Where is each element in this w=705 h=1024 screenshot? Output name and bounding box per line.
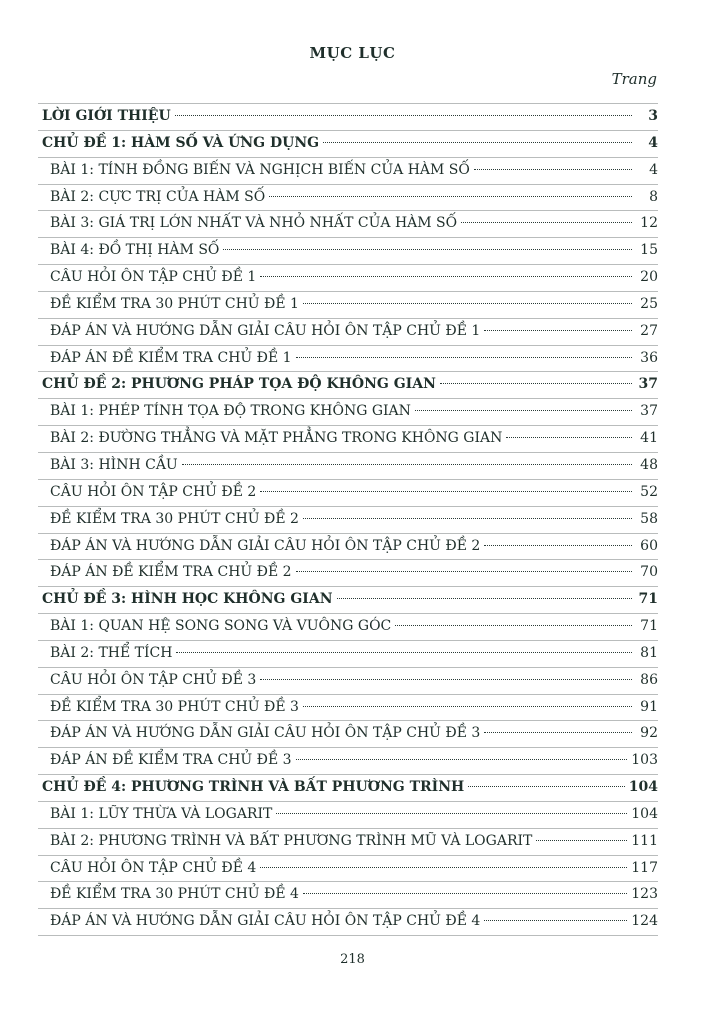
toc-entry-row (38, 828, 658, 855)
page-title: MỤC LỤC (309, 44, 396, 62)
toc-entry-page: 91 (640, 698, 658, 715)
toc-entry-page: 58 (640, 510, 658, 527)
dot-leader (260, 867, 627, 868)
toc-entry-row (38, 613, 658, 640)
toc-entry-label: ĐỀ KIỂM TRA 30 PHÚT CHỦ ĐỀ 4 (50, 886, 299, 903)
toc-entry-row (38, 801, 658, 828)
toc-entry-row (38, 720, 658, 747)
page-number: 218 (340, 952, 365, 967)
toc-entry-row (38, 210, 658, 237)
toc-entry-label: BÀI 1: TÍNH ĐỒNG BIẾN VÀ NGHỊCH BIẾN CỦA HÀM SỐ (50, 161, 470, 178)
toc-chapter-row (38, 774, 658, 801)
toc-entry-row (38, 506, 658, 533)
dot-leader (484, 732, 632, 733)
dot-leader (175, 115, 632, 116)
dot-leader (415, 410, 632, 411)
toc-entry-row (38, 264, 658, 291)
toc-entry-label: CHỦ ĐỀ 4: PHƯƠNG TRÌNH VÀ BẤT PHƯƠNG TRÌNH (42, 779, 465, 796)
toc-entry-label: CHỦ ĐỀ 3: HÌNH HỌC KHÔNG GIAN (42, 591, 333, 608)
toc-entry-label: BÀI 1: PHÉP TÍNH TỌA ĐỘ TRONG KHÔNG GIAN (50, 403, 411, 420)
toc-entry-label: BÀI 3: GIÁ TRỊ LỚN NHẤT VÀ NHỎ NHẤT CỦA HÀM SỐ (50, 215, 458, 232)
toc-entry-page: 71 (640, 618, 658, 635)
dot-leader (303, 706, 632, 707)
dot-leader (468, 786, 625, 787)
dot-leader (303, 303, 632, 304)
toc-entry-row (38, 559, 658, 586)
toc-entry-page: 103 (631, 752, 658, 769)
dot-leader (323, 142, 632, 143)
toc-entry-page: 124 (631, 913, 658, 930)
toc-entry-label: ĐỀ KIỂM TRA 30 PHÚT CHỦ ĐỀ 2 (50, 510, 299, 527)
dot-leader (176, 652, 632, 653)
dot-leader (474, 169, 632, 170)
toc-entry-page: 20 (640, 269, 658, 286)
toc-entry-page: 123 (631, 886, 658, 903)
toc-entry-page: 81 (640, 644, 658, 661)
dot-leader (484, 920, 627, 921)
toc-entry-page: 8 (649, 188, 658, 205)
toc-entry-label: CÂU HỎI ÔN TẬP CHỦ ĐỀ 4 (50, 859, 257, 876)
toc-entry-page: 3 (648, 108, 658, 124)
toc-entry-row (38, 667, 658, 694)
dot-leader (440, 383, 632, 384)
toc-entry-page: 37 (640, 403, 658, 420)
toc-entry-row (38, 694, 658, 721)
toc-entry-page: 117 (631, 859, 658, 876)
toc-entry-label: BÀI 2: ĐƯỜNG THẲNG VÀ MẶT PHẲNG TRONG KHÔNG GIAN (50, 430, 503, 447)
toc-entry-row (38, 318, 658, 345)
toc-entry-label: BÀI 1: LŨY THỪA VÀ LOGARIT (50, 805, 273, 822)
toc-entry-label: BÀI 2: THỂ TÍCH (50, 644, 173, 661)
toc-entry-label: ĐÁP ÁN VÀ HƯỚNG DẪN GIẢI CÂU HỎI ÔN TẬP CHỦ ĐỀ 1 (50, 322, 481, 339)
dot-leader (461, 222, 632, 223)
dot-leader (260, 679, 632, 680)
toc-entry-page: 71 (638, 591, 658, 608)
toc-entry-row (38, 640, 658, 667)
toc-entry-page: 92 (640, 725, 658, 742)
toc-entry-page: 70 (640, 564, 658, 581)
toc-entry-page: 41 (640, 430, 658, 447)
toc-entry-page: 12 (640, 215, 658, 232)
toc-chapter-row (38, 371, 658, 398)
toc-entry-row (38, 479, 658, 506)
toc-entry-label: BÀI 3: HÌNH CẦU (50, 456, 178, 473)
toc-entry-page: 15 (640, 242, 658, 259)
dot-leader (260, 276, 632, 277)
dot-leader (296, 357, 632, 358)
toc-entry-label: ĐÁP ÁN VÀ HƯỚNG DẪN GIẢI CÂU HỎI ÔN TẬP CHỦ ĐỀ 3 (50, 725, 481, 742)
toc-entry-label: ĐÁP ÁN ĐỀ KIỂM TRA CHỦ ĐỀ 3 (50, 752, 292, 769)
toc-entry-label: CÂU HỎI ÔN TẬP CHỦ ĐỀ 1 (50, 269, 257, 286)
toc-entry-label: LỜI GIỚI THIỆU (42, 108, 171, 124)
toc-entry-label: ĐÁP ÁN ĐỀ KIỂM TRA CHỦ ĐỀ 1 (50, 349, 292, 366)
toc-entry-row (38, 855, 658, 882)
toc-chapter-row (38, 103, 658, 130)
toc-entry-page: 4 (649, 161, 658, 178)
toc-entry-label: BÀI 2: PHƯƠNG TRÌNH VÀ BẤT PHƯƠNG TRÌNH MŨ VÀ LOGARIT (50, 832, 533, 849)
dot-leader (484, 545, 632, 546)
dot-leader (260, 491, 632, 492)
toc-entry-page: 37 (638, 376, 658, 393)
dot-leader (182, 464, 632, 465)
toc-entry-page: 36 (640, 349, 658, 366)
toc-entry-label: ĐÁP ÁN VÀ HƯỚNG DẪN GIẢI CÂU HỎI ÔN TẬP CHỦ ĐỀ 2 (50, 537, 481, 554)
toc-entry-label: ĐỀ KIỂM TRA 30 PHÚT CHỦ ĐỀ 1 (50, 295, 299, 312)
table-of-contents (38, 103, 658, 936)
toc-entry-row (38, 533, 658, 560)
toc-entry-row (38, 425, 658, 452)
toc-entry-row (38, 345, 658, 372)
toc-entry-label: CHỦ ĐỀ 2: PHƯƠNG PHÁP TỌA ĐỘ KHÔNG GIAN (42, 376, 436, 393)
toc-chapter-row (38, 130, 658, 157)
dot-leader (303, 518, 632, 519)
toc-entry-page: 86 (640, 671, 658, 688)
toc-entry-page: 52 (640, 483, 658, 500)
dot-leader (296, 571, 632, 572)
toc-entry-page: 48 (640, 456, 658, 473)
toc-entry-row (38, 908, 658, 936)
dot-leader (395, 625, 632, 626)
toc-entry-row (38, 398, 658, 425)
toc-entry-row (38, 452, 658, 479)
toc-entry-page: 25 (640, 295, 658, 312)
dot-leader (276, 813, 627, 814)
toc-entry-label: ĐÁP ÁN VÀ HƯỚNG DẪN GIẢI CÂU HỎI ÔN TẬP CHỦ ĐỀ 4 (50, 913, 481, 930)
dot-leader (303, 893, 627, 894)
toc-entry-row (38, 237, 658, 264)
dot-leader (223, 249, 632, 250)
dot-leader (269, 196, 632, 197)
toc-entry-label: CÂU HỎI ÔN TẬP CHỦ ĐỀ 2 (50, 483, 257, 500)
toc-entry-row (38, 157, 658, 184)
toc-entry-row (38, 291, 658, 318)
toc-entry-page: 27 (640, 322, 658, 339)
toc-entry-label: CHỦ ĐỀ 1: HÀM SỐ VÀ ỨNG DỤNG (42, 134, 320, 151)
toc-entry-label: ĐỀ KIỂM TRA 30 PHÚT CHỦ ĐỀ 3 (50, 698, 299, 715)
toc-entry-label: BÀI 2: CỰC TRỊ CỦA HÀM SỐ (50, 188, 266, 205)
toc-entry-page: 104 (628, 779, 658, 796)
toc-entry-row (38, 747, 658, 774)
toc-entry-label: CÂU HỎI ÔN TẬP CHỦ ĐỀ 3 (50, 671, 257, 688)
toc-entry-page: 4 (648, 134, 658, 151)
toc-entry-row (38, 184, 658, 211)
toc-entry-page: 104 (631, 805, 658, 822)
toc-entry-label: BÀI 1: QUAN HỆ SONG SONG VÀ VUÔNG GÓC (50, 618, 392, 635)
toc-entry-row (38, 881, 658, 908)
toc-entry-page: 60 (640, 537, 658, 554)
dot-leader (484, 330, 632, 331)
toc-entry-label: BÀI 4: ĐỒ THỊ HÀM SỐ (50, 242, 220, 259)
toc-entry-label: ĐÁP ÁN ĐỀ KIỂM TRA CHỦ ĐỀ 2 (50, 564, 292, 581)
dot-leader (337, 598, 632, 599)
toc-chapter-row (38, 586, 658, 613)
dot-leader (506, 437, 632, 438)
dot-leader (536, 840, 627, 841)
toc-entry-page: 111 (631, 832, 658, 849)
page-column-label: Trang (611, 70, 657, 88)
dot-leader (296, 759, 628, 760)
